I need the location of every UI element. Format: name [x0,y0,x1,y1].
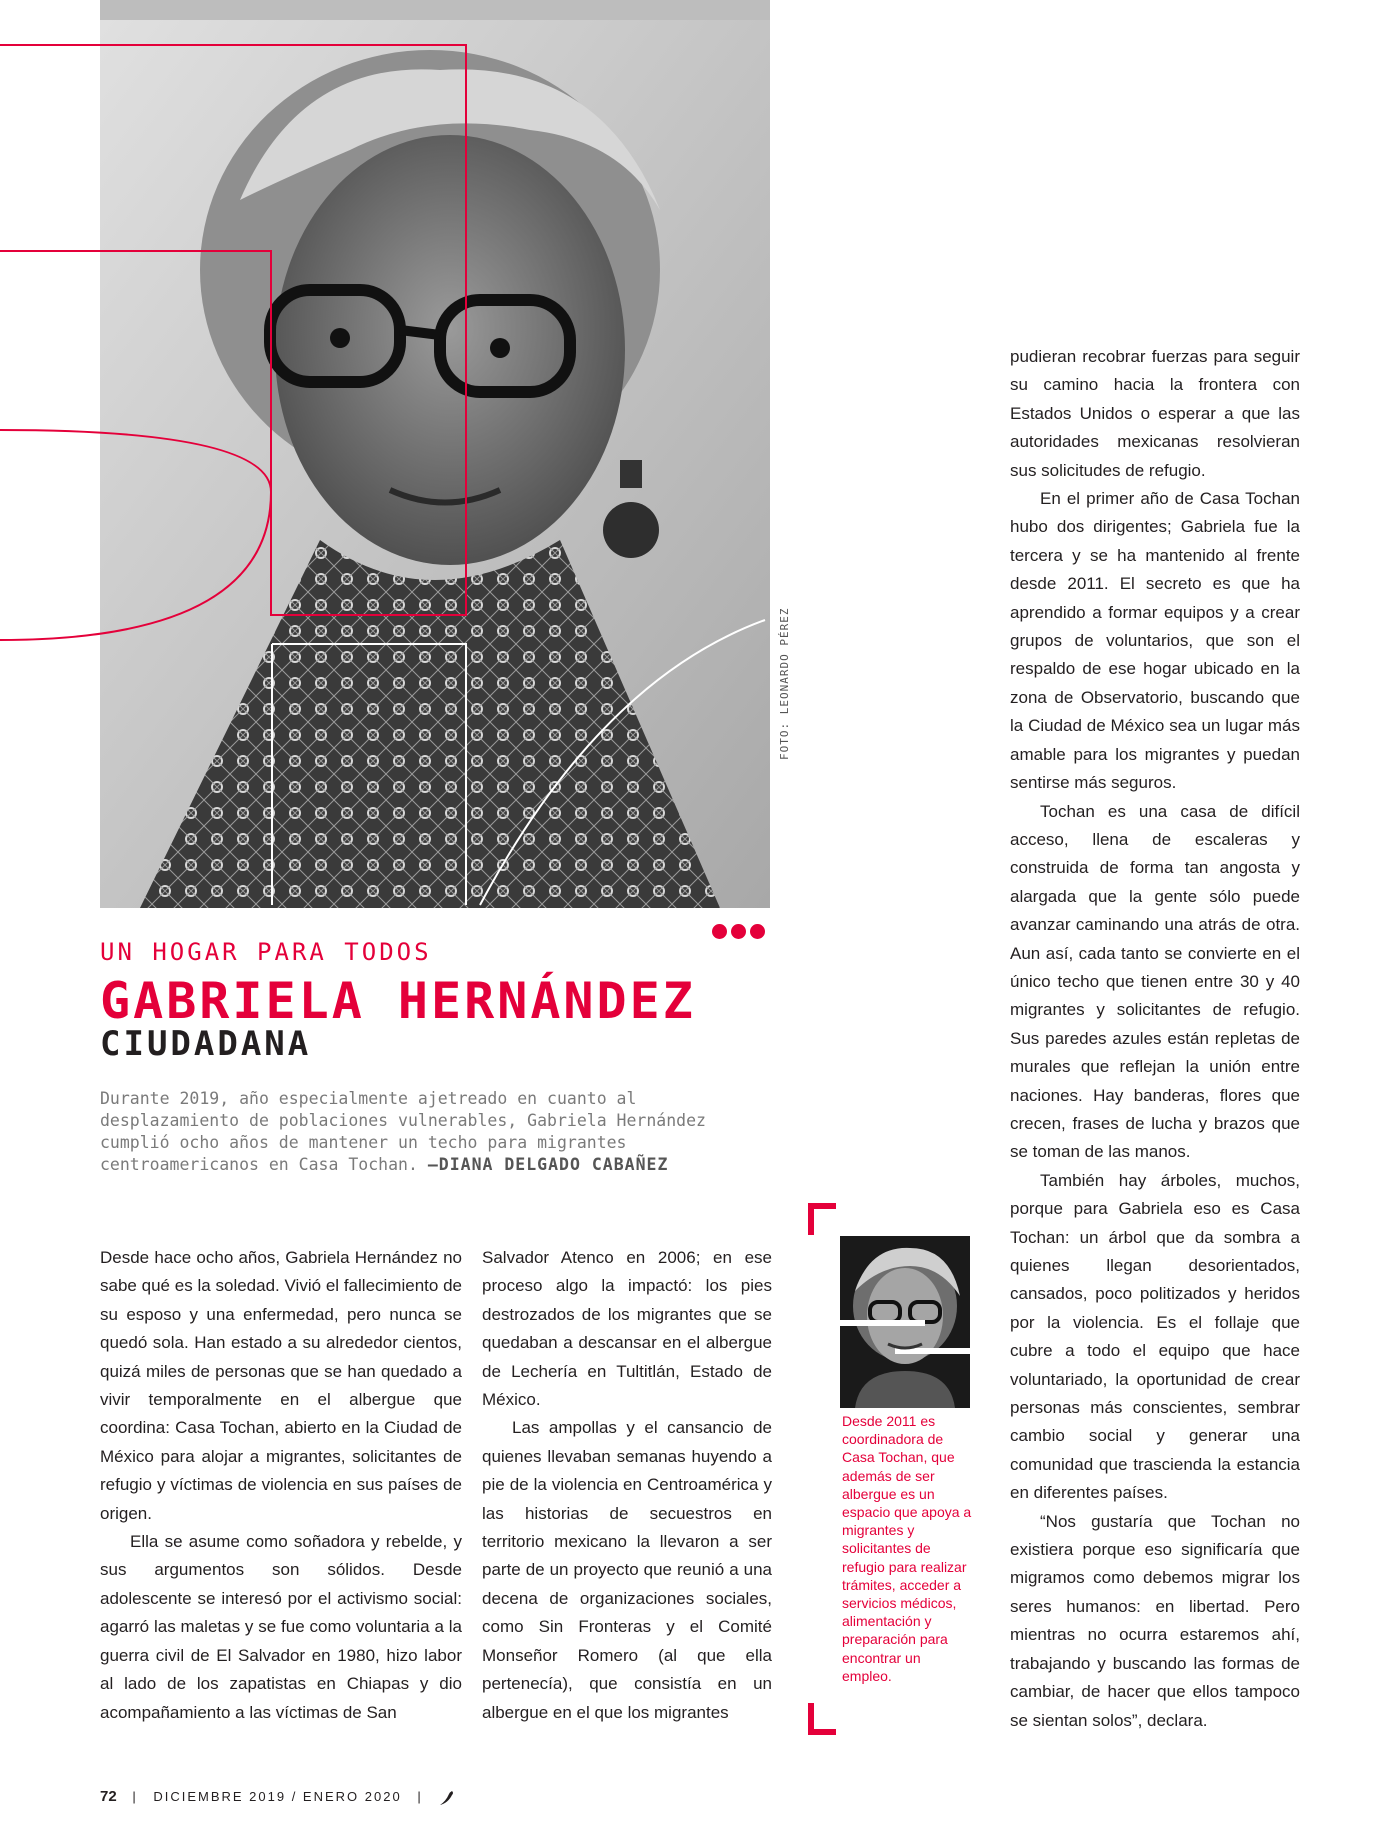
bracket-bottom-icon [808,1703,836,1735]
body-paragraph: También hay árboles, muchos, porque para Gabriela eso es Casa Tochan: un árbol que da sombra a quienes llegan desorientados, cansados, poco politizados y heridos por la violencia. Es el follaje que cubre a todo el equipo que hace voluntariado, la oportunidad de crear personas más conscientes, sembrar cambio social y generar una comunidad que trascienda la estancia en diferentes países. [1010,1170,1300,1503]
footer-separator: | [417,1789,423,1804]
dot-icon [750,924,765,939]
intro-paragraph [100,1088,775,1176]
ellipsis-dots [712,924,772,940]
footer-separator: | [132,1789,138,1804]
body-paragraph: pudieran recobrar fuerzas para seguir su camino hacia la frontera con Estados Unidos o esperar a que las autoridades mexicanas resolvieran sus solicitudes de refugio. [1010,347,1300,480]
issue-date: DICIEMBRE 2019 / ENERO 2020 [153,1789,402,1804]
page-footer [100,1788,456,1807]
dot-icon [731,924,746,939]
body-column-3 [1010,343,1300,1735]
body-column-2 [482,1244,772,1727]
body-paragraph: Las ampollas y el cansancio de quienes llevaban semanas huyendo a pie de la violencia en Centroamérica y las historias de secuestros en territorio mexicano la llevaron a ser parte de un proyecto que reunió a una decena de organizaciones sociales, como Sin Fronteras y el Comité Monseñor Romero (al que ella pertenecía), que consistía en un albergue en el que los migrantes [482,1418,772,1722]
body-paragraph: Desde hace ocho años, Gabriela Hernández no sabe qué es la soledad. Vivió el fallecimiento de su esposo y una enfermedad, pero nunca se quedó sola. Han estado a su alrededor cientos, quizá miles de personas que se han quedado a vivir temporalmente en el albergue que coordina: Casa Tochan, abierto en la Ciudad de México para alojar a migrantes, solicitantes de refugio y víctimas de violencia en sus países de origen. [100,1248,462,1523]
body-column-1 [100,1244,462,1727]
illustration-caption: Desde 2011 es coordinadora de Casa Tochan, que además de ser albergue es un espacio que apoya a migrantes y solicitantes de refugio para realizar trámites, acceder a servicios médicos, alimentación y preparación para encontrar un empleo. [842,1413,972,1684]
illustrated-portrait [840,1236,970,1408]
person-name: GABRIELA HERNÁNDEZ [100,972,696,1030]
photo-credit: FOTO: LEONARDO PÉREZ [778,607,791,760]
dot-icon [712,924,727,939]
body-paragraph: Salvador Atenco en 2006; en ese proceso algo la impactó: los pies destrozados de los migrantes que se quedaban a descansar en el albergue de Lechería en Tultitlán, Estado de México. [482,1248,772,1410]
body-paragraph: Tochan es una casa de difícil acceso, llena de escaleras y construida de forma tan angosta y alargada que la gente sólo puede avanzar caminando una atrás de otra. Aun así, cada tanto se convierte en el único techo que tienen entre 30 y 40 migrantes y solicitantes de refugio. Sus paredes azules están repletas de murales que reflejan la unión entre naciones. Hay banderas, flores que crecen, frases de lucha y brazos que se toman de las manos. [1010,801,1300,1162]
person-role: CIUDADANA [100,1024,312,1064]
intro-text: Durante 2019, año especialmente ajetreado en cuanto al desplazamiento de poblaciones vulnerables, Gabriela Hernández cumplió ocho años de mantener un techo para migrantes centroamericanos en Casa Tochan. [100,1089,706,1174]
portrait-photo-illustration [100,20,770,908]
body-paragraph: En el primer año de Casa Tochan hubo dos dirigentes; Gabriela fue la tercera y se ha mantenido al frente desde 2011. El secreto es que ha aprendido a formar equipos y a crear grupos de voluntarios, que son el respaldo de ese hogar ubicado en la zona de Observatorio, buscando que la Ciudad de México sea un lugar más amable para los migrantes y puedan sentirse más seguros. [1010,489,1300,793]
photo-top-bar [100,0,770,20]
body-paragraph: Ella se asume como soñadora y rebelde, y sus argumentos son sólidos. Desde adolescente se interesó por el activismo social: agarró las maletas y se fue como voluntaria a la guerra civil de El Salvador en 1980, hizo labor al lado de los zapatistas en Chiapas y dio acompañamiento a las víctimas de San [100,1532,462,1722]
page-number: 72 [100,1788,117,1805]
author-byline: –DIANA DELGADO CABAÑEZ [427,1155,669,1174]
chili-icon [438,1789,456,1807]
bracket-top-icon [808,1203,836,1235]
section-kicker: UN HOGAR PARA TODOS [100,938,432,966]
body-paragraph: “Nos gustaría que Tochan no existiera porque eso significaría que migramos como debemos migrar los seres humanos: en libertad. Pero mientras no ocurra estaremos ahí, trabajando y buscando las formas de cambiar, de hacer que ellos tampoco se sientan solos”, declara. [1010,1511,1300,1730]
portrait-photo [100,20,770,908]
